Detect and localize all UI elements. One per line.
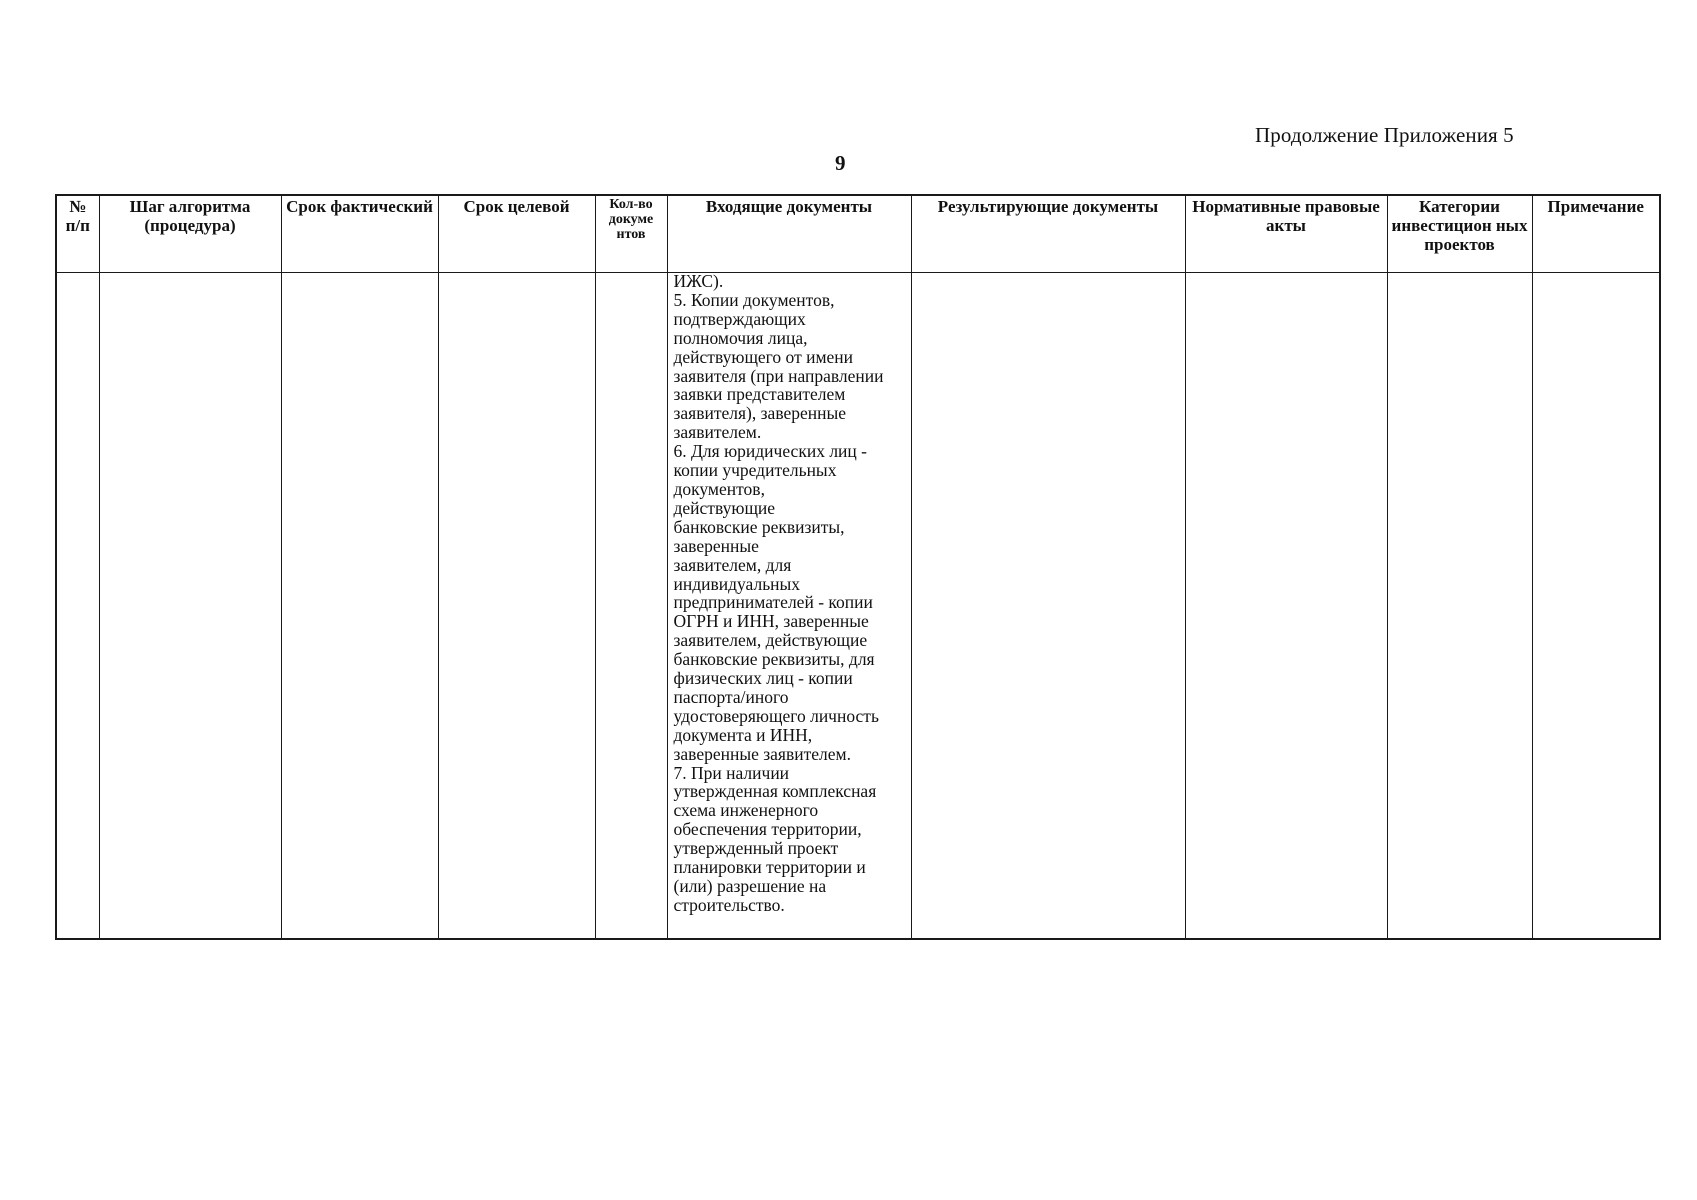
incoming-docs-text: ИЖС). 5. Копии документов, подтверждающих полномочия лица, действующего от имени заявителя (при направлении заявки представителем заявителя), заверенные заявителем. 6. Для юридических лиц - копии учредительных документов, действующие банковские реквизиты, заверенные заявителем, для индивидуальных предпринимателей - копии ОГРН и ИНН, заверенные заявителем, действующие банковские реквизиты, для физических лиц - копии паспорта/иного удостоверяющего личность документа и ИНН, заверенные заявителем. 7. При наличии утвержденная комплексная схема инженерного обеспечения территории, утвержденный проект планировки территории и (или) разрешение на строительство. [673, 271, 884, 915]
page-number: 9 [835, 151, 846, 175]
column-header-note: Примечание [1532, 195, 1660, 273]
procedure-table [55, 194, 1661, 940]
cell-actual-term [281, 273, 438, 940]
cell-step [99, 273, 281, 940]
cell-note [1532, 273, 1660, 940]
table-row [56, 273, 1660, 940]
column-header-number: № п/п [56, 195, 99, 273]
appendix-caption: Продолжение Приложения 5 [1255, 123, 1514, 147]
cell-result-docs [911, 273, 1185, 940]
cell-incoming-docs [667, 273, 911, 940]
cell-legal-acts [1185, 273, 1387, 940]
cell-doc-count [595, 273, 667, 940]
column-header-actual-term: Срок фактический [281, 195, 438, 273]
column-header-doc-count: Кол-во докуме нтов [595, 195, 667, 273]
column-header-categories: Категории инвестицион ных проектов [1387, 195, 1532, 273]
cell-number [56, 273, 99, 940]
column-header-target-term: Срок целевой [438, 195, 595, 273]
column-header-step: Шаг алгоритма (процедура) [99, 195, 281, 273]
column-header-legal-acts: Нормативные правовые акты [1185, 195, 1387, 273]
column-header-result-docs: Результирующие документы [911, 195, 1185, 273]
cell-categories [1387, 273, 1532, 940]
table-header-row [56, 195, 1660, 273]
column-header-incoming-docs: Входящие документы [667, 195, 911, 273]
cell-target-term [438, 273, 595, 940]
